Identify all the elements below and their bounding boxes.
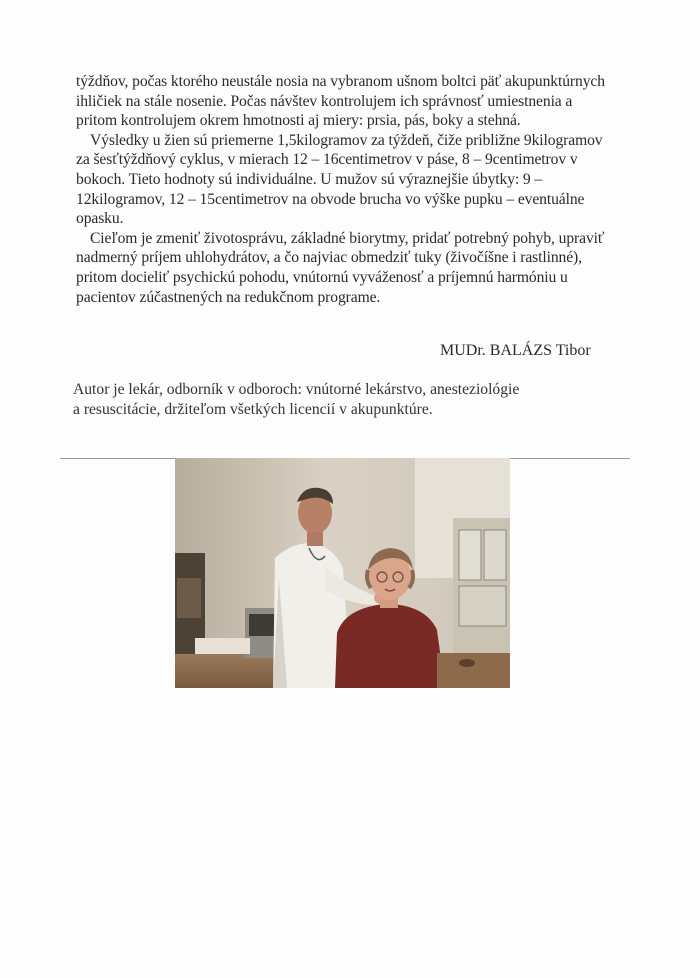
article-paragraph-2: Výsledky u žien sú priemerne 1,5kilogramov za týždeň, čiže približne 9kilogramov za šesťtýždňový cyklus, v mierach 12 – 16centimetrov v páse, 8 – 9centimetrov v bokoch. Tieto hodnoty sú individuálne. U mužov sú výraznejšie úbytky: 9 – 12kilogramov, 12 – 15centimetrov na obvode brucha vo výške pupku – eventuálne opasku. (76, 131, 603, 228)
author-note (73, 380, 633, 419)
article-paragraph-1: týždňov, počas ktorého neustále nosia na vybranom ušnom boltci päť akupunktúrnych ihličiek na stále nosenie. Počas návštev kontrolujem ich správnosť umiestnenia a pritom kontrolujem okrem hmotnosti aj miery: prsia, pás, boky a stehná. (76, 73, 605, 130)
photo-illustration (175, 458, 510, 688)
author-note-line-1: Autor je lekár, odborník v odboroch: vnútorné lekárstvo, anesteziológie (73, 381, 520, 398)
article-paragraph-3: Cieľom je zmeniť životosprávu, základné biorytmy, pridať potrebný pohyb, upraviť nadmerný príjem uhlohydrátov, a čo najviac obmedziť tuky (živočíšne i rastlinné), pritom docieliť psychickú pohodu, vnútornú vyváženosť a príjemnú harmóniu u pacientov zúčastnených na redukčnom programe. (76, 229, 605, 306)
author-signature: MUDr. BALÁZS Tibor (440, 342, 591, 359)
author-note-line-2: a resuscitácie, držiteľom všetkých licencií v akupunktúre. (73, 400, 433, 418)
acupuncture-session-photo (175, 458, 510, 688)
article-body (76, 72, 616, 307)
